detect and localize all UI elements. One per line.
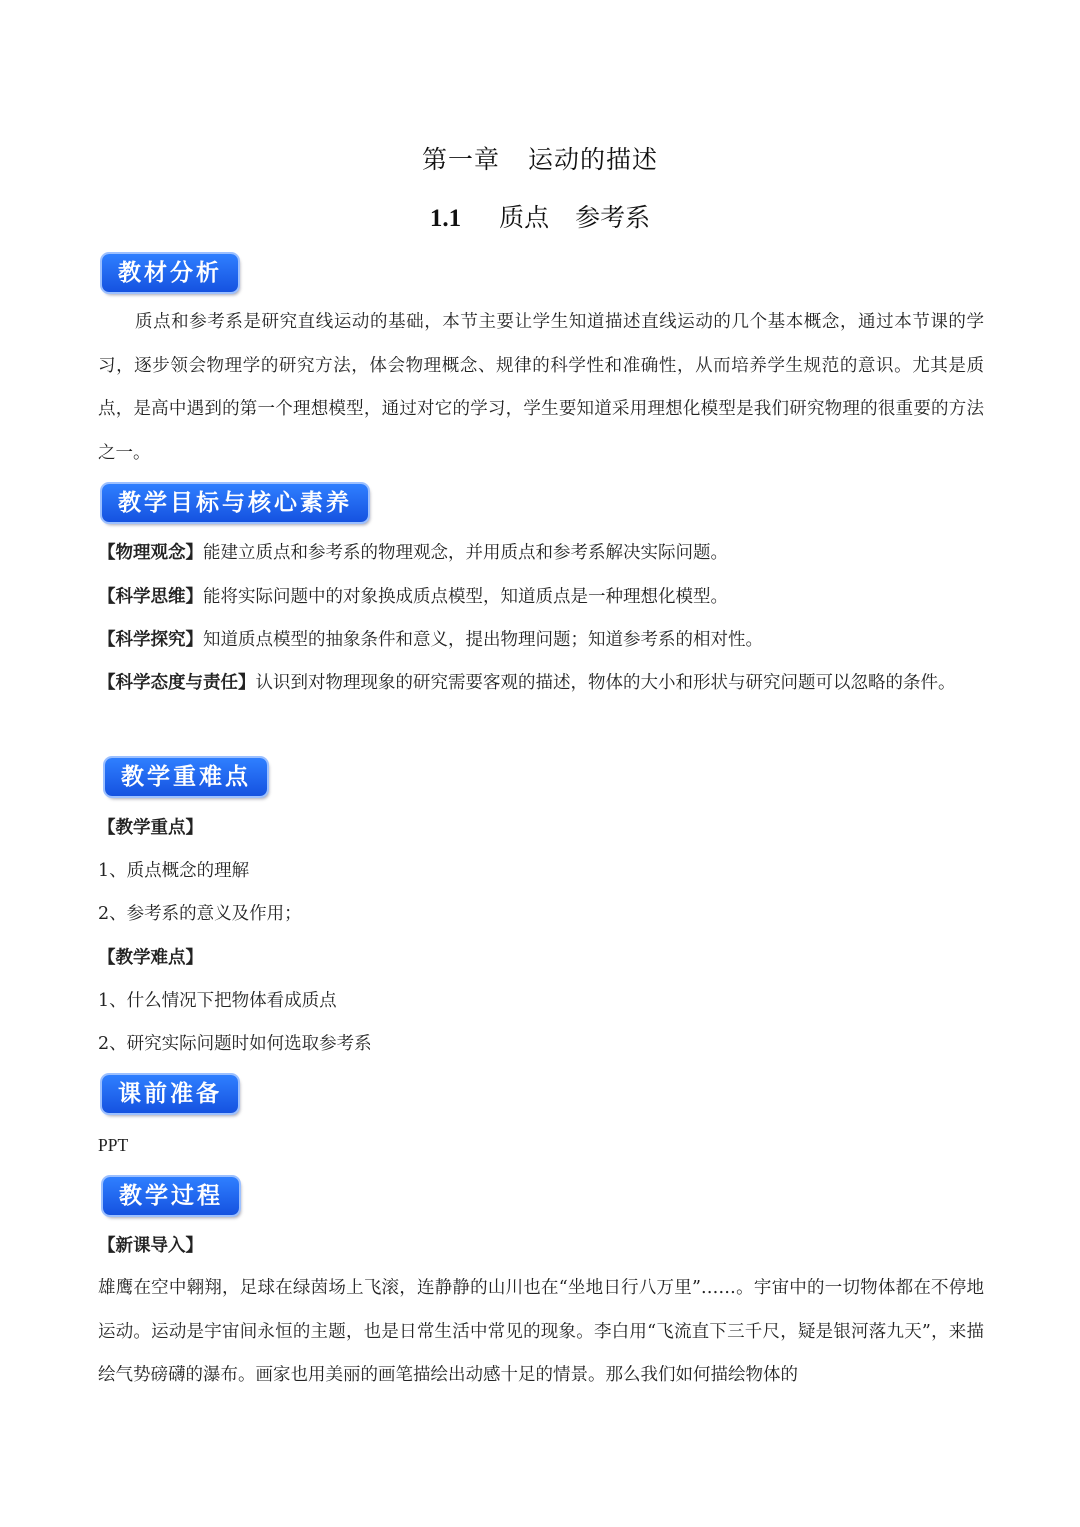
objective-tag: 【科学态度与责任】 bbox=[98, 673, 256, 693]
badge-keypoints: 教学重难点 bbox=[105, 758, 267, 796]
chapter-title bbox=[0, 140, 1080, 176]
objective-tag: 【科学思维】 bbox=[98, 587, 203, 607]
key-point-item: 1、质点概念的理解 bbox=[98, 861, 250, 881]
intro-heading: 【新课导入】 bbox=[98, 1236, 203, 1256]
objective-item bbox=[98, 582, 984, 612]
intro-paragraph: 雄鹰在空中翱翔，足球在绿茵场上飞滚，连静静的山川也在“坐地日行八万里”……。宇宙中的一切物体都在不停地运动。运动是宇宙间永恒的主题，也是日常生活中常见的现象。李白用“飞流直下三千尺，疑是银河落九天”，来描绘气势磅礴的瀑布。画家也用美丽的画笔描绘出动感十足的情景。那么我们如何描绘物体的 bbox=[98, 1278, 984, 1385]
objective-text: 认识到对物理现象的研究需要客观的描述，物体的大小和形状与研究问题可以忽略的条件。 bbox=[255, 673, 956, 693]
badge-objectives: 教学目标与核心素养 bbox=[102, 484, 368, 522]
objective-tag: 【科学探究】 bbox=[98, 630, 203, 650]
objective-text: 知道质点模型的抽象条件和意义，提出物理问题；知道参考系的相对性。 bbox=[203, 630, 763, 650]
preparation-text: PPT bbox=[98, 1135, 129, 1155]
section-title bbox=[0, 198, 1080, 234]
analysis-paragraph: 质点和参考系是研究直线运动的基础，本节主要让学生知道描述直线运动的几个基本概念，通过本节课的学习，逐步领会物理学的研究方法，体会物理概念、规律的科学性和准确性，从而培养学生规范的意识。尤其是质点，是高中遇到的第一个理想模型，通过对它的学习，学生要知道采用理想化模型是我们研究物理的很重要的方法之一。 bbox=[98, 312, 984, 463]
key-point-item: 2、参考系的意义及作用； bbox=[98, 904, 302, 924]
badge-process: 教学过程 bbox=[103, 1177, 239, 1215]
badge-analysis: 教材分析 bbox=[102, 254, 238, 292]
objective-item bbox=[98, 538, 984, 568]
section-name-2: 参考系 bbox=[575, 203, 651, 232]
section-number: 1.1 bbox=[429, 205, 462, 232]
key-points-heading: 【教学重点】 bbox=[98, 818, 203, 838]
chapter-label: 第一章 bbox=[421, 145, 500, 174]
difficulties-heading: 【教学难点】 bbox=[98, 948, 203, 968]
objective-text: 能建立质点和参考系的物理观念，并用质点和参考系解决实际问题。 bbox=[203, 543, 728, 563]
objective-text: 能将实际问题中的对象换成质点模型，知道质点是一种理想化模型。 bbox=[203, 587, 728, 607]
objective-item bbox=[98, 625, 984, 655]
section-name-1: 质点 bbox=[499, 203, 550, 232]
difficulty-item: 2、研究实际问题时如何选取参考系 bbox=[98, 1034, 372, 1054]
objective-item bbox=[98, 662, 984, 706]
chapter-name: 运动的描述 bbox=[528, 145, 659, 174]
objective-tag: 【物理观念】 bbox=[98, 543, 203, 563]
badge-preparation: 课前准备 bbox=[102, 1075, 238, 1113]
difficulty-item: 1、什么情况下把物体看成质点 bbox=[98, 991, 337, 1011]
